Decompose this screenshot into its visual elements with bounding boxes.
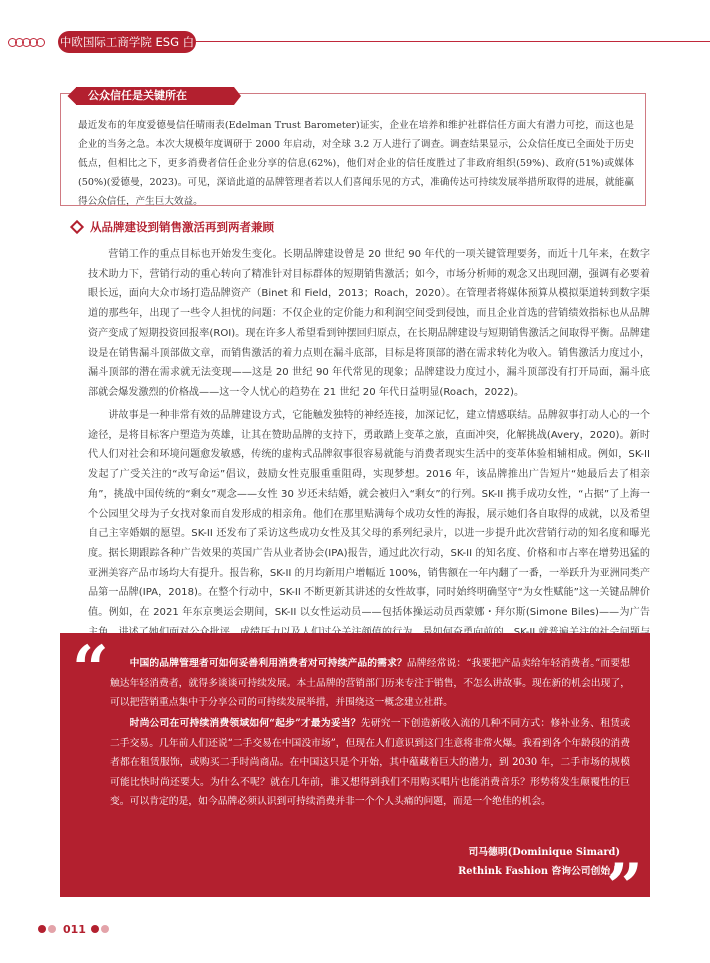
- quote-signature-name: 司马德明(Dominique Simard): [468, 847, 620, 858]
- footer-dot: [38, 925, 46, 933]
- open-quote-icon: “: [72, 632, 109, 707]
- close-quote-icon: ”: [606, 850, 643, 925]
- page-header: [0, 0, 710, 71]
- diamond-icon: [70, 220, 84, 234]
- quote-signature-title: Rethink Fashion 咨询公司创始人: [458, 866, 620, 877]
- page-footer: [38, 921, 111, 937]
- quote-answer: 先研究一下创造新收入流的几种不同方式：修补业务、租赁或二手交易。几年前人们还说“二手交易在中国没市场”，但现在人们意识到这门生意将非常火爆。我看到各个年龄段的消费者都在租赁服饰，或购买二手时尚商品。在中国这只是个开始，其中蕴藏着巨大的潜力，到 2030 年，二手市场的规模可能比快时尚还要大。为什么不呢？就在几年前，谁又想得到我们不用购买唱片也能消费音乐？形势将发生颠覆性的巨变。可以肯定的是，如今品牌必须认识到可持续消费并非一个个人头痛的问题，而是一个绝佳的机会。: [110, 718, 631, 808]
- quote-paragraph: [110, 654, 630, 713]
- callout-text: 最近发布的年度爱德曼信任晴雨表(Edelman Trust Barometer)证实，企业在培养和维护社群信任方面大有潜力可挖，而这也是企业的当务之急。本次大规模年度调研于 2000 年启动，对全球 3.2 万人进行了调查。调查结果显示，公众信任度已全面处于历史低点，但相比之下，更多消费者信任企业分享的信息(62%)，他们对企业的信任度胜过了非政府组织(59%)、政府(51%)或媒体(50%)(爱德曼，2023)。可见，深谙此道的品牌管理者若以人们喜闻乐见的方式，准确传达可持续发展举措所取得的进展，就能赢得公众信任，产生巨大效益。: [78, 120, 634, 207]
- body-paragraph: 讲故事是一种非常有效的品牌建设方式，它能触发独特的神经连接，加深记忆，建立情感联结。品牌叙事打动人心的一个途径，是将目标客户塑造为英雄，让其在赞助品牌的支持下，勇敢踏上变革之旅，直面冲突，化解挑战(Avery，2020)。新时代人们对社会和环境问题愈发敏感，传统的虚构式品牌叙事很容易就能与消费者现实生活中的变革体验相辅相成。例如，SK-II 发起了广受关注的“改写命运”倡议，鼓励女性克服重重阻碍，实现梦想。2016 年，该品牌推出广告短片“她最后去了相亲角”，挑战中国传统的“剩女”观念——女性 30 岁还未结婚，就会被归入“剩女”的行列。SK-II 携手成功女性，“占据”了上海一个公园里父母为子女找对象而自发形成的相亲角。他们在那里贴满每个成功女性的海报，展示她们各自取得的成就，以及希望自己主宰婚姻的愿望。SK-II 还发布了采访这些成功女性及其父母的系列纪录片，以进一步提升此次营销行动的知名度和曝光度。据长期跟踪各种广告效果的英国广告从业者协会(IPA)报告，通过此次行动，SK-II 的知名度、价格和市占率在增势迅猛的亚洲美容产品市场均大有提升。报告称，SK-II 的月均新用户增幅近 100%，销售额在一年内翻了一番，一举跃升为亚洲同类产品第一品牌(IPA，2018)。在整个行动中，SK-II 不断更新其讲述的女性故事，同时始终明确坚守“为女性赋能”这一关键品牌价值。例如，在 2021 年东京奥运会期间，SK-II 以女性运动员——包括体操运动员西蒙娜・拜尔斯(Simone Biles)——为广告: [88, 410, 650, 619]
- footer-dot: [101, 925, 109, 933]
- quote-paragraph: [110, 714, 630, 812]
- decorative-circles: [8, 33, 43, 51]
- section-heading: [72, 218, 274, 236]
- body-paragraph: 营销工作的重点目标也开始发生变化。长期品牌建设曾是 20 世纪 90 年代的一项关键管理要务，而近十几年来，在数字技术助力下，营销行动的重心转向了精准针对目标群体的短期销售激活；如今，市场分析师的观念又出现回潮，强调有必要着眼长远，面向大众市场打造品牌资产（Binet 和 Field，2013；Roach，2020）。在管理者将媒体预算从模拟渠道转到数字渠道的那些年，出现了一些令人担忧的问题：不仅企业的定价能力和利润空间受到侵蚀，而且企业首选的营销绩效指标也从品牌资产变成了短期投资回报率(ROI)。现在许多人希望看到钟摆回归原点，在长期品牌建设与短期销售激活之间取得平衡。品牌建设是在销售漏斗顶部做文章，而销售激活的着力点则在漏斗底部，目标是将顶部的潜在需求转化为收入。销售激活力度过小，漏斗顶部的潜在需求就无法变现——这是 20 世纪 90 年代常见的现象；品牌建设力度过小，漏斗顶部没有打开局面，漏斗底部就会爆发激烈的价格战——这一令人忧心的趋势在 21 世纪 20 年代日益明显(Roach，2022)。: [88, 249, 650, 398]
- callout-tag: 公众信任是关键所在: [76, 87, 234, 105]
- footer-dot: [91, 925, 99, 933]
- section-title: 从品牌建设到销售激活再到两者兼顾: [90, 220, 274, 234]
- quote-question: 时尚公司在可持续消费领域如何“起步”才最为妥当？: [129, 718, 361, 729]
- quote-question: 中国的品牌管理者可如何妥善利用消费者对可持续产品的需求？: [129, 658, 407, 669]
- publication-title: 中欧国际工商学院 ESG 白皮书: [58, 31, 196, 53]
- page-number: 011: [63, 922, 86, 936]
- footer-dot: [48, 925, 56, 933]
- header-rule: [196, 41, 710, 42]
- quote-answer: 品牌经常说：“我要把产品卖给年轻消费者。”而要想触达年轻消费者，就得多谈谈可持续发展。本土品牌的营销部门历来专注于销售，不怎么讲故事。现在新的机会出现了，可以把营销重点集中于分享公司的可持续发展举措，并围绕这一概念建立社群。: [110, 658, 631, 709]
